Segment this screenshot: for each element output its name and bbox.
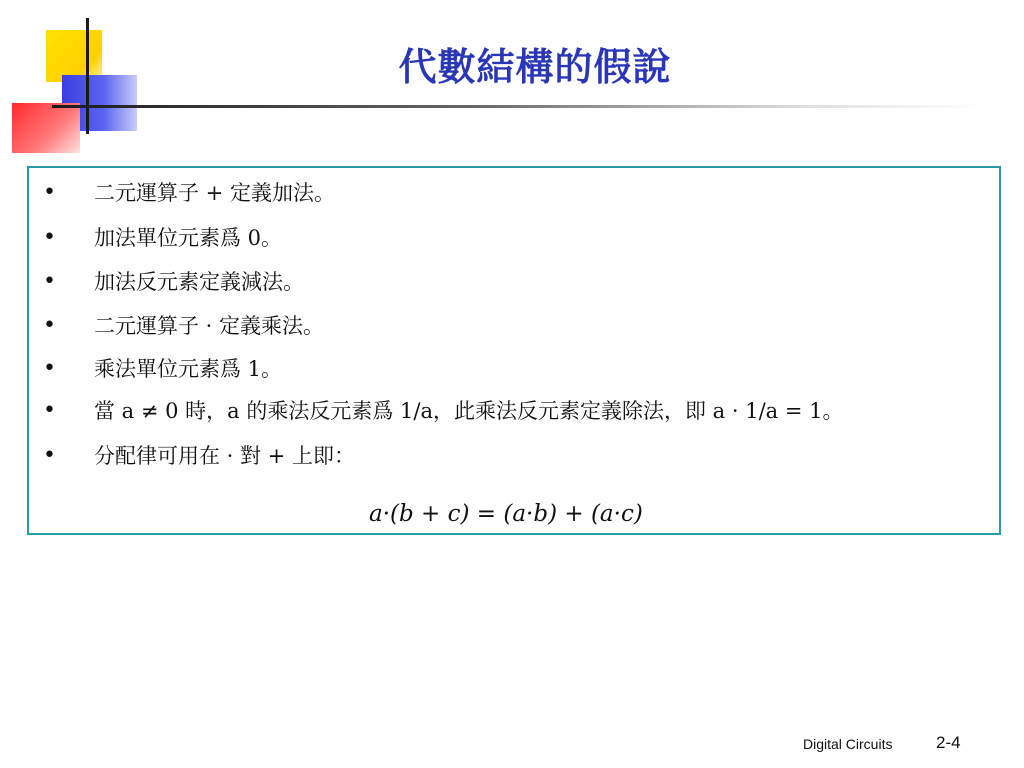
bullet-text: 二元運算子 · 定義乘法。 (94, 314, 325, 338)
bullet-text: 分配律可用在 · 對 + 上即： (94, 444, 355, 468)
bullet-icon: • (43, 180, 56, 205)
bullet-text: 加法單位元素爲 0。 (94, 226, 283, 250)
bullet-icon: • (43, 225, 56, 250)
bullet-text: 當 a ≠ 0 時，a 的乘法反元素爲 1/a，此乘法反元素定義除法，即 a · 1/a = 1。 (94, 399, 844, 423)
bullet-text: 加法反元素定義減法。 (94, 270, 304, 294)
footer-course-label: Digital Circuits (803, 736, 893, 752)
bullet-icon: • (43, 269, 56, 294)
bullet-icon: • (43, 313, 56, 338)
bullet-icon: • (43, 443, 56, 468)
bullet-text: 乘法單位元素爲 1。 (94, 357, 283, 381)
distributive-formula: a·(b + c) = (a·b) + (a·c) (369, 501, 643, 527)
decor-horizontal-line (52, 105, 982, 108)
content-box (27, 166, 1001, 535)
bullet-text: 二元運算子 + 定義加法。 (94, 181, 335, 205)
bullet-icon: • (43, 398, 56, 423)
bullet-icon: • (43, 356, 56, 381)
slide-title: 代數結構的假說 (398, 45, 672, 89)
decor-red-square (12, 103, 80, 153)
footer-page-number: 2-4 (936, 733, 961, 752)
decor-vertical-line (86, 18, 89, 134)
